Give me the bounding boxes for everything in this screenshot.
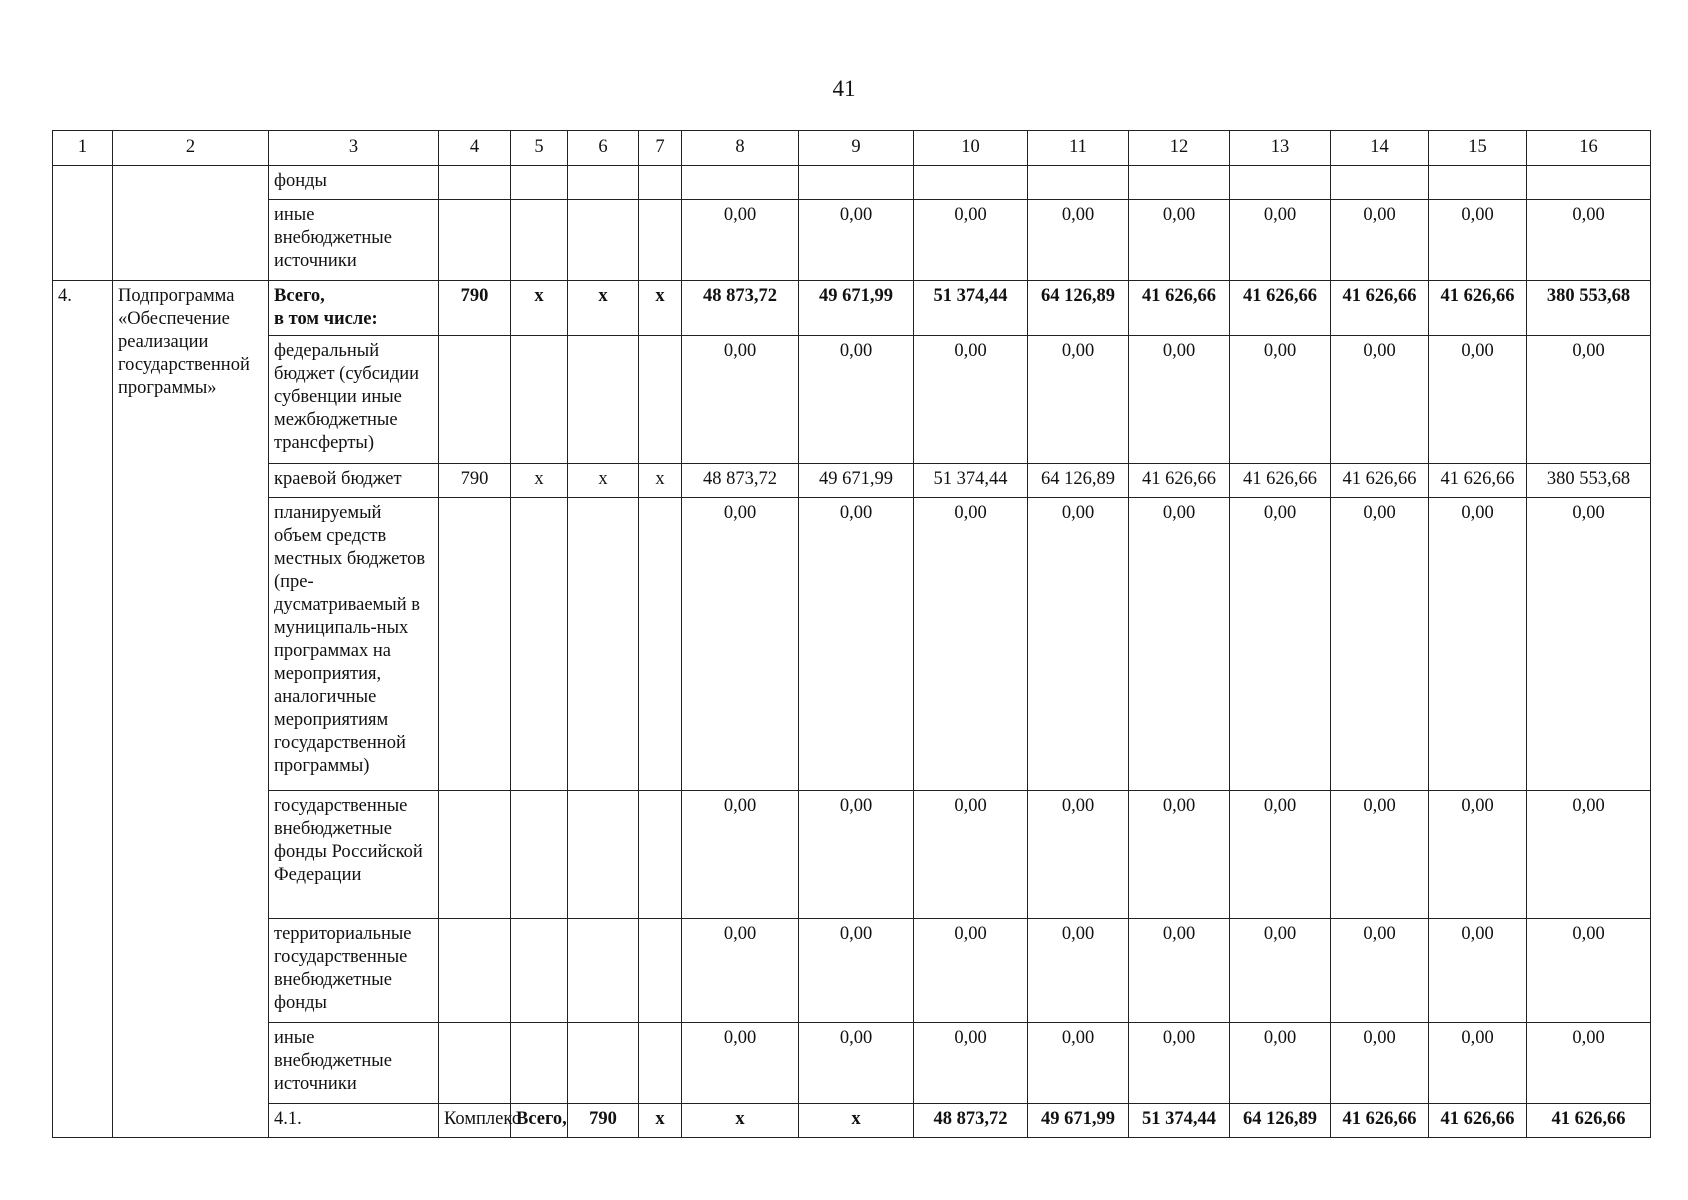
- x-cell: x: [639, 1104, 682, 1138]
- amount-cell: 0,00: [682, 791, 799, 919]
- column-number: 6: [568, 131, 639, 166]
- cell-empty: [1331, 166, 1429, 200]
- amount-cell: 0,00: [1331, 498, 1429, 791]
- x-cell: x: [639, 464, 682, 498]
- column-number: 13: [1230, 131, 1331, 166]
- cell-empty: [1230, 166, 1331, 200]
- cell-empty: [511, 200, 568, 281]
- cell-empty: [1527, 166, 1651, 200]
- amount-cell: 0,00: [1429, 1023, 1527, 1104]
- row-label-other-sources: иные внебюджетные источники: [269, 1023, 439, 1104]
- table-row: [53, 1023, 1651, 1104]
- amount-cell: 0,00: [799, 498, 914, 791]
- cell-empty: [914, 166, 1028, 200]
- amount-cell: 0,00: [1527, 919, 1651, 1023]
- table-row: [53, 1104, 1651, 1138]
- column-number: 4: [439, 131, 511, 166]
- amount-cell: 0,00: [1028, 200, 1129, 281]
- column-number: 1: [53, 131, 113, 166]
- table-row: [53, 919, 1651, 1023]
- cell-empty: [568, 166, 639, 200]
- cell-empty: [511, 336, 568, 464]
- table-row: [53, 336, 1651, 464]
- row-label-fondy: фонды: [269, 166, 439, 200]
- code-cell: 790: [439, 281, 511, 336]
- amount-cell: 0,00: [1028, 336, 1129, 464]
- amount-cell: 0,00: [1028, 498, 1129, 791]
- total-label-line2: в том числе:: [274, 309, 378, 329]
- cell-empty: [439, 166, 511, 200]
- cell-empty: [568, 200, 639, 281]
- amount-cell: 64 126,89: [1028, 281, 1129, 336]
- cell-empty: [568, 336, 639, 464]
- amount-cell: 48 873,72: [682, 281, 799, 336]
- cell-empty: [639, 498, 682, 791]
- x-cell: x: [568, 281, 639, 336]
- budget-table: [52, 130, 1651, 1138]
- cell-empty: [1028, 166, 1129, 200]
- code-cell: 790: [439, 464, 511, 498]
- amount-cell: 0,00: [1230, 498, 1331, 791]
- amount-cell: 41 626,66: [1331, 281, 1429, 336]
- amount-cell: 41 626,66: [1527, 1104, 1651, 1138]
- amount-cell: 41 626,66: [1429, 281, 1527, 336]
- cell-empty: [511, 1023, 568, 1104]
- subprogram-number: 4.: [53, 281, 113, 1138]
- cell-empty: [639, 336, 682, 464]
- cell-empty: [639, 791, 682, 919]
- amount-cell: 41 626,66: [1230, 281, 1331, 336]
- amount-cell: 49 671,99: [799, 464, 914, 498]
- column-number: 14: [1331, 131, 1429, 166]
- table-row: [53, 791, 1651, 919]
- amount-cell: 49 671,99: [799, 281, 914, 336]
- amount-cell: 0,00: [1331, 1023, 1429, 1104]
- table-row: [53, 166, 1651, 200]
- table-row: [53, 200, 1651, 281]
- cell-empty: [639, 1023, 682, 1104]
- amount-cell: 0,00: [1527, 498, 1651, 791]
- cell-empty: [682, 166, 799, 200]
- amount-cell: 0,00: [914, 1023, 1028, 1104]
- amount-cell: 0,00: [1230, 919, 1331, 1023]
- amount-cell: 380 553,68: [1527, 281, 1651, 336]
- x-cell: x: [799, 1104, 914, 1138]
- amount-cell: 0,00: [1230, 200, 1331, 281]
- amount-cell: 0,00: [799, 200, 914, 281]
- amount-cell: 0,00: [799, 336, 914, 464]
- amount-cell: 0,00: [1429, 336, 1527, 464]
- column-number: 11: [1028, 131, 1129, 166]
- cell-empty: [568, 498, 639, 791]
- amount-cell: 41 626,66: [1331, 1104, 1429, 1138]
- amount-cell: 49 671,99: [1028, 1104, 1129, 1138]
- row-label-territorial-funds: территориальные государственные внебюджетные фонды: [269, 919, 439, 1023]
- row-label-regional-budget: краевой бюджет: [269, 464, 439, 498]
- amount-cell: 0,00: [1129, 200, 1230, 281]
- cell-empty: [568, 791, 639, 919]
- cell-empty: [53, 166, 113, 281]
- amount-cell: 0,00: [1429, 919, 1527, 1023]
- cell-empty: [439, 1023, 511, 1104]
- amount-cell: 380 553,68: [1527, 464, 1651, 498]
- column-number: 12: [1129, 131, 1230, 166]
- x-cell: x: [511, 464, 568, 498]
- amount-cell: 0,00: [1429, 498, 1527, 791]
- amount-cell: 41 626,66: [1230, 464, 1331, 498]
- amount-cell: 0,00: [1527, 791, 1651, 919]
- complex-number: 4.1.: [269, 1104, 439, 1138]
- cell-empty: [439, 200, 511, 281]
- amount-cell: 41 626,66: [1429, 1104, 1527, 1138]
- column-number: 15: [1429, 131, 1527, 166]
- row-label-total: [269, 281, 439, 336]
- cell-empty: [1429, 166, 1527, 200]
- cell-empty: [639, 200, 682, 281]
- x-cell: x: [639, 281, 682, 336]
- column-number: 16: [1527, 131, 1651, 166]
- amount-cell: 41 626,66: [1129, 464, 1230, 498]
- table-row: [53, 498, 1651, 791]
- subprogram-name: Подпрограмма «Обеспечение реализации государственной программы»: [113, 281, 269, 1138]
- amount-cell: 0,00: [1028, 791, 1129, 919]
- page-number: 41: [832, 76, 856, 101]
- amount-cell: 0,00: [914, 336, 1028, 464]
- amount-cell: 0,00: [1129, 791, 1230, 919]
- column-number: 7: [639, 131, 682, 166]
- x-cell: x: [511, 281, 568, 336]
- row-label-local-budgets: планируемый объем средств местных бюджетов (пре-дусматриваемый в муниципаль-ных программах на мероприятия, аналогичные мероприятиям государственной программы): [269, 498, 439, 791]
- table-row: [53, 281, 1651, 336]
- column-number-row: [53, 131, 1651, 166]
- amount-cell: 0,00: [799, 1023, 914, 1104]
- row-label-other-sources: иные внебюджетные источники: [269, 200, 439, 281]
- amount-cell: 0,00: [682, 919, 799, 1023]
- amount-cell: 0,00: [682, 336, 799, 464]
- amount-cell: 0,00: [1429, 791, 1527, 919]
- amount-cell: 0,00: [682, 498, 799, 791]
- cell-empty: [639, 919, 682, 1023]
- complex-name: Комплекс: [439, 1104, 511, 1138]
- amount-cell: 41 626,66: [1129, 281, 1230, 336]
- amount-cell: 0,00: [914, 919, 1028, 1023]
- cell-empty: [1129, 166, 1230, 200]
- column-number: 2: [113, 131, 269, 166]
- cell-empty: [799, 166, 914, 200]
- cell-empty: [439, 498, 511, 791]
- amount-cell: 0,00: [1527, 1023, 1651, 1104]
- cell-empty: [568, 1023, 639, 1104]
- amount-cell: 0,00: [914, 200, 1028, 281]
- cell-empty: [113, 166, 269, 281]
- cell-empty: [639, 166, 682, 200]
- amount-cell: 0,00: [1331, 919, 1429, 1023]
- amount-cell: 41 626,66: [1429, 464, 1527, 498]
- amount-cell: 0,00: [1129, 1023, 1230, 1104]
- amount-cell: 64 126,89: [1028, 464, 1129, 498]
- cell-empty: [511, 498, 568, 791]
- column-number: 3: [269, 131, 439, 166]
- amount-cell: 0,00: [799, 791, 914, 919]
- amount-cell: 0,00: [1028, 1023, 1129, 1104]
- cell-empty: [439, 336, 511, 464]
- amount-cell: 0,00: [1230, 1023, 1331, 1104]
- amount-cell: 0,00: [1331, 200, 1429, 281]
- amount-cell: 0,00: [1331, 791, 1429, 919]
- total-label-line1: Всего,: [274, 286, 325, 306]
- cell-empty: [511, 791, 568, 919]
- amount-cell: 0,00: [1429, 200, 1527, 281]
- column-number: 8: [682, 131, 799, 166]
- column-number: 9: [799, 131, 914, 166]
- cell-empty: [511, 166, 568, 200]
- amount-cell: 0,00: [1527, 336, 1651, 464]
- cell-empty: [511, 919, 568, 1023]
- row-label-total: Всего,: [511, 1104, 568, 1138]
- amount-cell: 48 873,72: [914, 1104, 1028, 1138]
- amount-cell: 51 374,44: [914, 464, 1028, 498]
- column-number: 5: [511, 131, 568, 166]
- amount-cell: 0,00: [682, 200, 799, 281]
- x-cell: x: [568, 464, 639, 498]
- amount-cell: 0,00: [1129, 336, 1230, 464]
- column-number: 10: [914, 131, 1028, 166]
- amount-cell: 0,00: [1028, 919, 1129, 1023]
- amount-cell: 64 126,89: [1230, 1104, 1331, 1138]
- row-label-state-funds: государственные внебюджетные фонды Российской Федерации: [269, 791, 439, 919]
- x-cell: x: [682, 1104, 799, 1138]
- amount-cell: 0,00: [1230, 336, 1331, 464]
- amount-cell: 0,00: [799, 919, 914, 1023]
- code-cell: 790: [568, 1104, 639, 1138]
- amount-cell: 0,00: [1527, 200, 1651, 281]
- amount-cell: 0,00: [1331, 336, 1429, 464]
- row-label-federal-budget: федеральный бюджет (субсидии субвенции иные межбюджетные трансферты): [269, 336, 439, 464]
- amount-cell: 41 626,66: [1331, 464, 1429, 498]
- amount-cell: 0,00: [1230, 791, 1331, 919]
- amount-cell: 0,00: [1129, 498, 1230, 791]
- cell-empty: [439, 919, 511, 1023]
- amount-cell: 0,00: [914, 498, 1028, 791]
- cell-empty: [439, 791, 511, 919]
- table-row: [53, 464, 1651, 498]
- amount-cell: 0,00: [914, 791, 1028, 919]
- amount-cell: 0,00: [682, 1023, 799, 1104]
- amount-cell: 51 374,44: [1129, 1104, 1230, 1138]
- amount-cell: 48 873,72: [682, 464, 799, 498]
- amount-cell: 0,00: [1129, 919, 1230, 1023]
- cell-empty: [568, 919, 639, 1023]
- amount-cell: 51 374,44: [914, 281, 1028, 336]
